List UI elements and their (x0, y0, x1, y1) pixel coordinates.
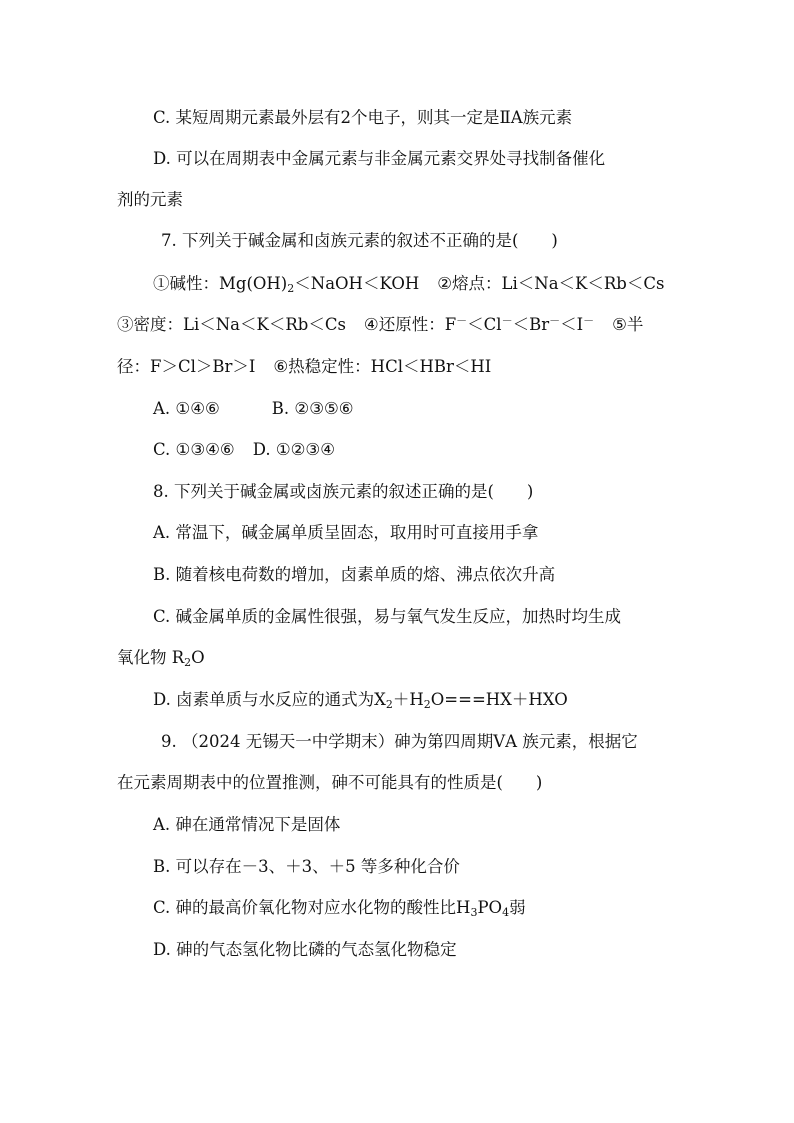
q7-statements-line-2 (117, 313, 643, 337)
q9-stem-continued: 在元素周期表中的位置推测，砷不可能具有的性质是( ) (117, 773, 543, 792)
statement-5-end: 径：F＞Cl＞Br＞I (117, 357, 256, 376)
q9-option-d (153, 938, 457, 962)
q7-statements-line-1 (153, 272, 664, 296)
q9-option-a (153, 813, 340, 837)
option-text: 随着核电荷数的增加，卤素单质的熔、沸点依次升高 (175, 565, 556, 584)
q6-option-c (153, 106, 572, 130)
option-label: B. (153, 565, 171, 584)
option-text: 可以存在－3、＋3、＋5 等多种化合价 (175, 857, 460, 876)
option-label: D. (153, 690, 171, 709)
option-text: 常温下，碱金属单质呈固态，取用时可直接用手拿 (175, 523, 539, 542)
q8-option-c-continued: 氧化物 $R_2O$ (117, 648, 205, 669)
statement-3: ③密度：Li＜Na＜K＜Rb＜Cs (117, 315, 346, 334)
option-label: D. (153, 149, 171, 168)
q7-stem: 7. 下列关于碱金属和卤族元素的叙述不正确的是( ) (161, 231, 558, 250)
option-text: 碱金属单质的金属性很强，易与氧气发生反应，加热时均生成 (175, 607, 622, 626)
q8-stem: 8. 下列关于碱金属或卤族元素的叙述正确的是( ) (153, 482, 534, 501)
option-label: C. (153, 898, 171, 917)
q7-statements-line-3 (117, 355, 491, 379)
option-label: D. (153, 940, 171, 959)
option-a: A. ①④⑥ (153, 399, 220, 418)
q8-option-c (153, 605, 621, 629)
option-label: C. (153, 108, 171, 127)
option-label: C. (153, 607, 171, 626)
option-label: A. (153, 523, 171, 542)
option-label: A. (153, 815, 171, 834)
option-text: 卤素单质与水反应的通式为$X_2+H_2O===HX+HXO$ (176, 690, 568, 711)
statement-4: ④还原性：F－＜Cl－＜Br－＜I－ (363, 314, 595, 334)
q9-stem: 9. （2024 无锡天一中学期末）砷为第四周期ⅤA 族元素，根据它 (161, 732, 638, 751)
option-label: B. (153, 857, 171, 876)
option-text: 砷在通常情况下是固体 (175, 815, 341, 834)
q9-option-c (153, 896, 526, 920)
option-d: D. ①②③④ (252, 440, 336, 459)
q7-options-row-2 (153, 438, 335, 462)
statement-2: ②熔点：Li＜Na＜K＜Rb＜Cs (437, 274, 665, 293)
q6-option-d (153, 147, 605, 171)
statement-1: ①碱性：$Mg(OH)_2<NaOH<KOH$ (153, 274, 420, 295)
q8-option-a (153, 521, 538, 545)
option-b: B. ②③⑤⑥ (271, 399, 354, 418)
option-text: 砷的最高价氧化物对应水化物的酸性比$H_3PO_4$弱 (175, 898, 526, 919)
q7-options-row-1 (153, 397, 354, 421)
statement-6: ⑥热稳定性：HCl＜HBr＜HI (273, 357, 492, 376)
option-c: C. ①③④⑥ (153, 440, 235, 459)
q8-option-d (153, 688, 568, 712)
q6-option-d-continued: 剂的元素 (117, 190, 183, 209)
option-text: 某短周期元素最外层有2个电子，则其一定是ⅡA族元素 (175, 108, 573, 127)
statement-5-start: ⑤半 (612, 315, 644, 334)
q9-option-b (153, 855, 460, 879)
option-text: 砷的气态氢化物比磷的气态氢化物稳定 (176, 940, 457, 959)
q8-option-b (153, 563, 555, 587)
option-text: 可以在周期表中金属元素与非金属元素交界处寻找制备催化 (176, 149, 606, 168)
